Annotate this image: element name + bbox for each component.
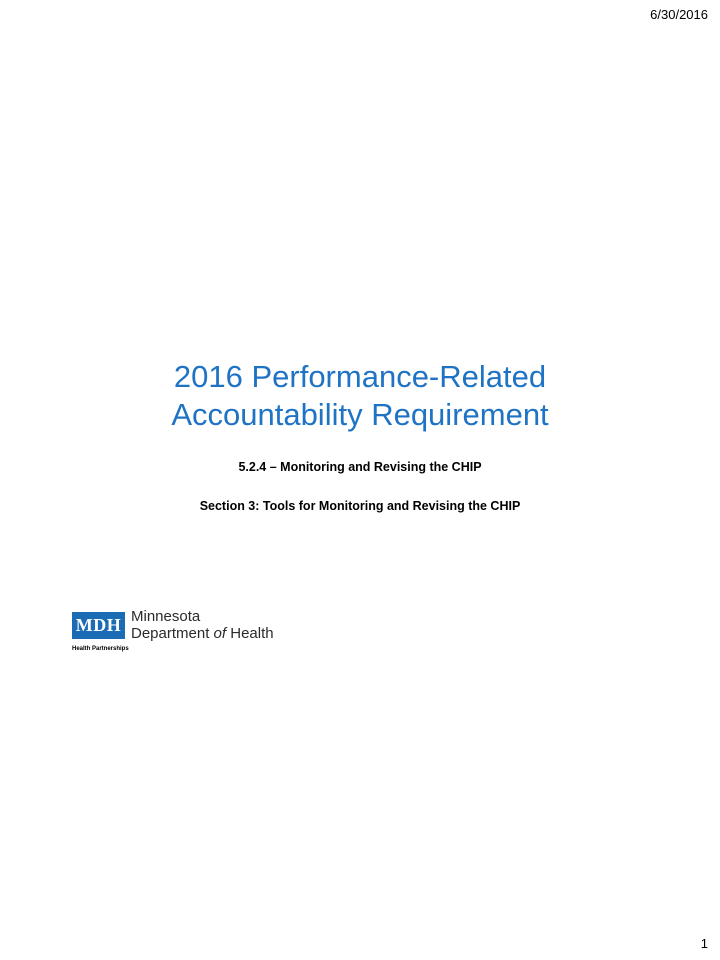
- slide-title: [0, 358, 720, 434]
- page-number: 1: [700, 936, 708, 951]
- mdh-logo: [72, 609, 302, 653]
- mdh-logo-box: MDH: [72, 612, 125, 639]
- slide-subtitle-2: Section 3: Tools for Monitoring and Revising the CHIP: [199, 499, 521, 513]
- slide-title-line-1: 2016 Performance-Related: [173, 359, 547, 394]
- slide-subtitle-1: 5.2.4 – Monitoring and Revising the CHIP: [238, 460, 482, 474]
- slide-title-line-2: Accountability Requirement: [171, 397, 549, 432]
- slide-date: 6/30/2016: [650, 7, 708, 22]
- mdh-logo-name-line-1: Minnesota: [131, 608, 201, 625]
- mdh-logo-department: Department: [131, 625, 214, 642]
- mdh-logo-health: Health: [226, 625, 274, 642]
- mdh-logo-name: [131, 608, 274, 642]
- mdh-logo-caption: Health Partnerships: [72, 646, 129, 652]
- mdh-logo-of: of: [213, 625, 227, 642]
- mdh-logo-name-line-2: [131, 625, 274, 642]
